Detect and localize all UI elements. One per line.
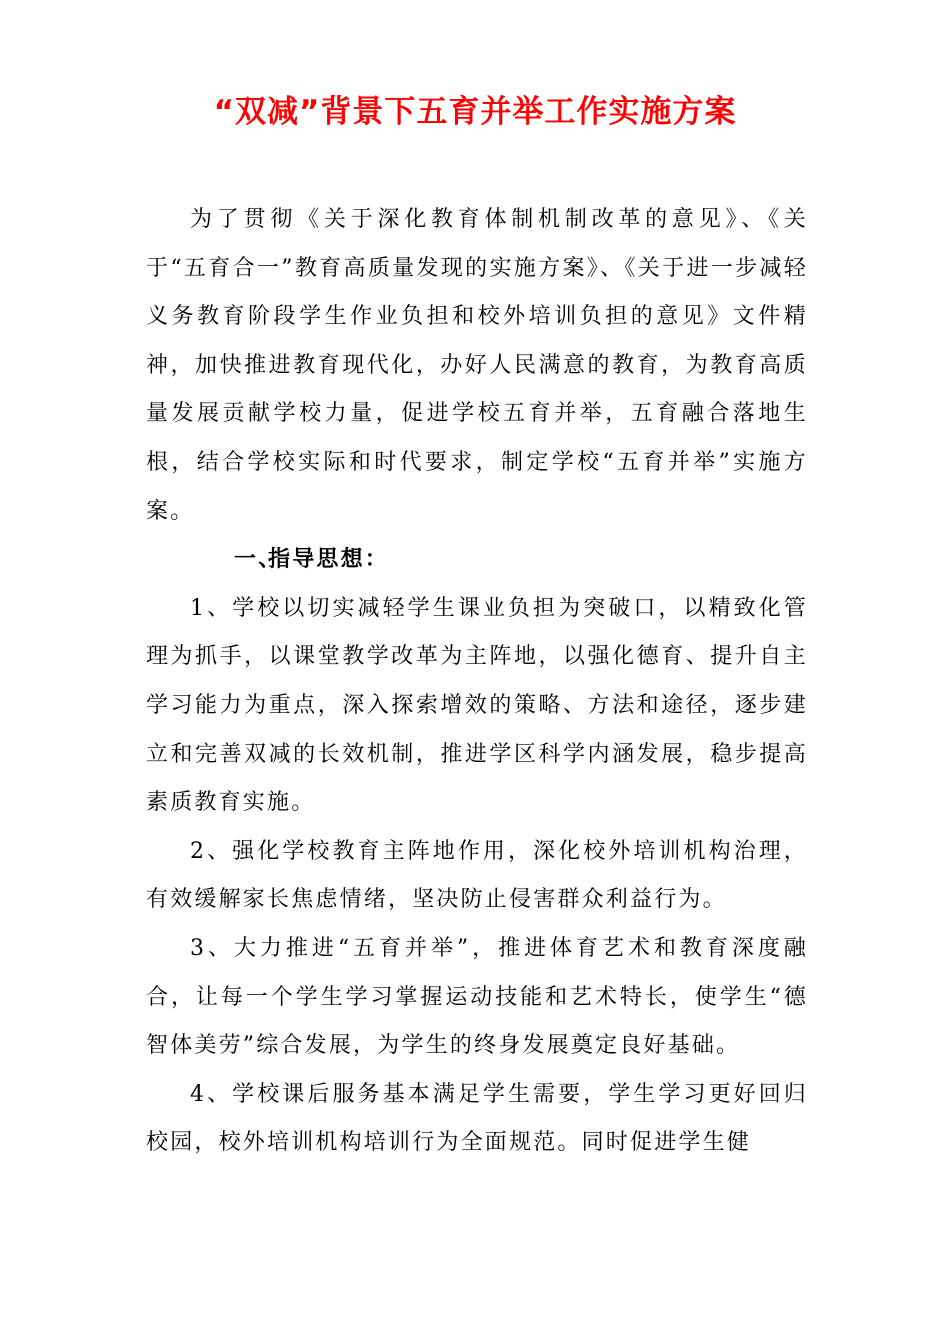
list-item: 1、学校以切实减轻学生课业负担为突破口，以精致化管理为抓手，以课堂教学改革为主阵地，以强化德育、提升自主学习能力为重点，深入探索增效的策略、方法和途径，逐步建立和完善双减的长效机制，推进学区科学内涵发展，稳步提高素质教育实施。 — [146, 595, 808, 816]
intro-paragraph: 为了贯彻《关于深化教育体制机制改革的意见》、《关于“五育合一”教育高质量发现的实施方案》、《关于进一步减轻义务教育阶段学生作业负担和校外培训负担的意见》文件精神，加快推进教育现代化，办好人民满意的教育，为教育高质量发展贡献学校力量，促进学校五育并举，五育融合落地生根，结合学校实际和时代要求，制定学校“五育并举”实施方案。 — [146, 207, 808, 524]
document-title: “双减”背景下五育并举工作实施方案 — [213, 94, 737, 130]
list-item: 4、学校课后服务基本满足学生需要，学生学习更好回归校园，校外培训机构培训行为全面规范。同时促进学生健 — [146, 1081, 808, 1156]
section-number: 一、 — [234, 547, 283, 573]
section-heading — [146, 536, 808, 585]
list-item: 3、大力推进“五育并举”，推进体育艺术和教育深度融合，让每一个学生学习掌握运动技能和艺术特长，使学生“德智体美劳”综合发展，为学生的终身发展奠定良好基础。 — [146, 935, 808, 1059]
section-title: 指导思想： — [268, 547, 390, 573]
document-body — [146, 196, 808, 1168]
list-item: 2、强化学校教育主阵地作用，深化校外培训机构治理，有效缓解家长焦虑情绪，坚决防止侵害群众利益行为。 — [146, 838, 808, 913]
